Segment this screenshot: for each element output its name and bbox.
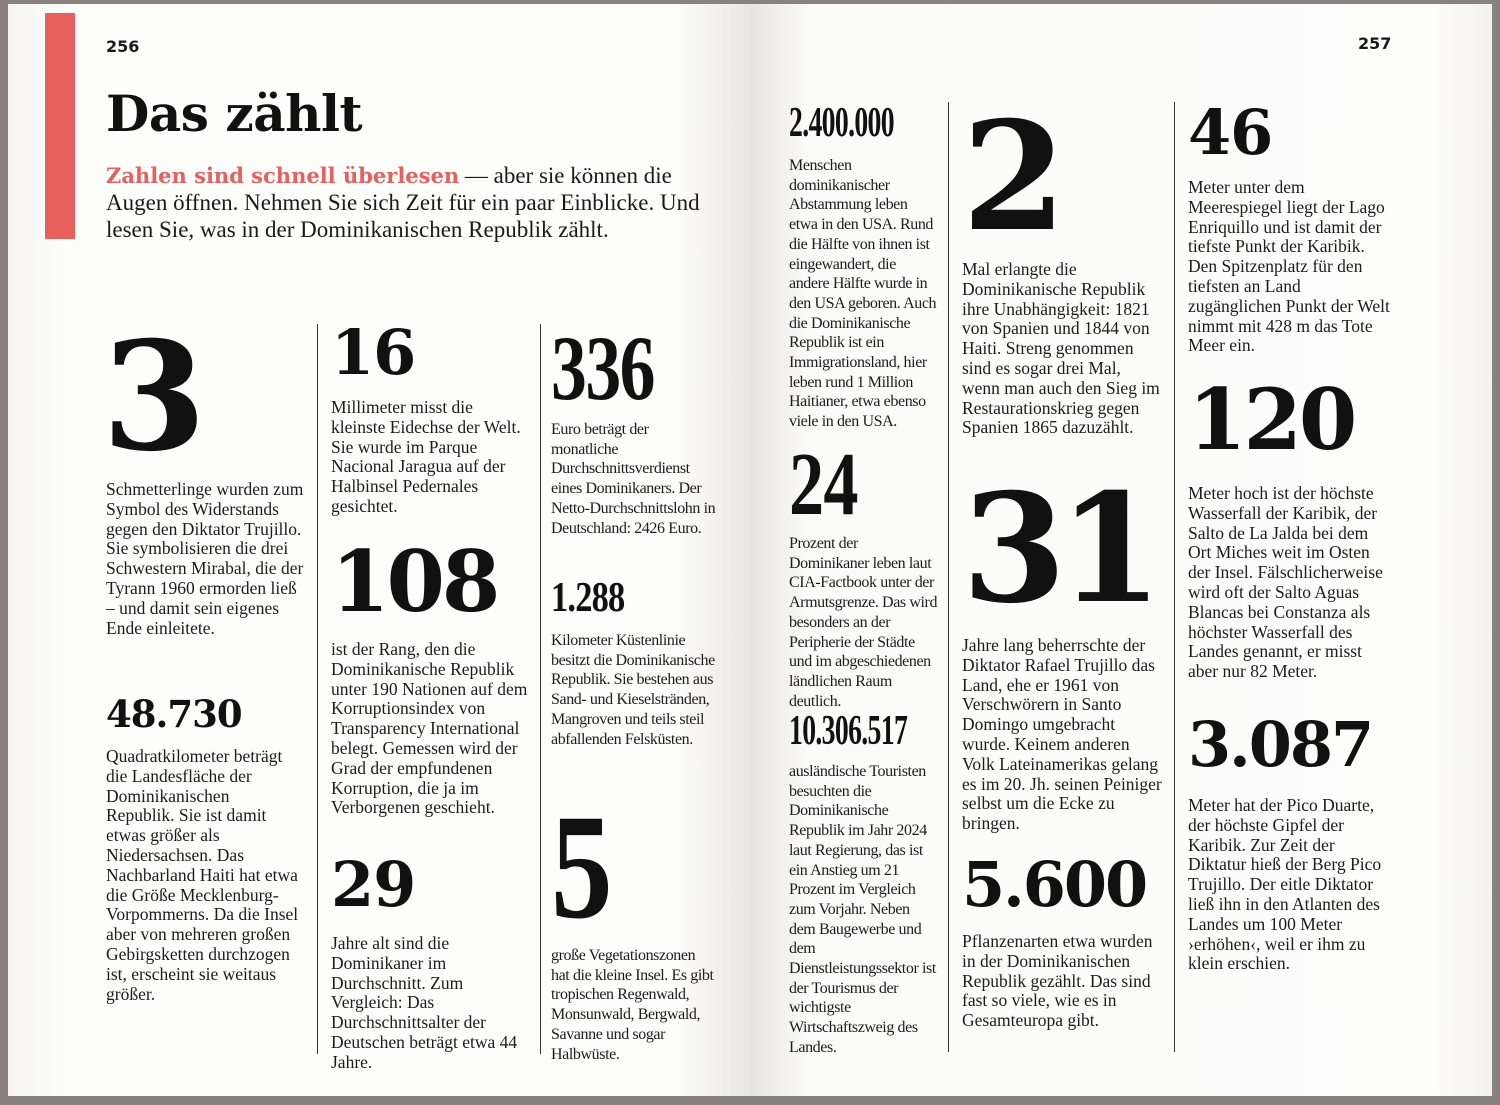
fact-120 [1188, 370, 1393, 682]
fact-29 [331, 848, 531, 1073]
fact-text: große Vegetationszonen hat die kleine Insel. Es gibt tropischen Regenwald, Monsunwald, Bergwald, Savanne und sogar Halbwüste. [551, 947, 714, 1063]
fact-24 [789, 435, 939, 711]
column-rule [317, 324, 318, 1054]
fact-text: Euro beträgt der monatliche Durchschnittsverdienst eines Dominikaners. Der Netto-Durchschnittslohn in Deutschland: 2426 Euro. [551, 421, 716, 537]
fact-number: 2 [962, 89, 1063, 265]
fact-number: 3.087 [1188, 708, 1373, 781]
column-rule [948, 102, 949, 1052]
fact-48730 [106, 692, 301, 1004]
fact-text: Meter hat der Pico Duarte, der höchste Gipfel der Karibik. Zur Zeit der Diktatur hieß der Berg Pico Trujillo. Der eitle Diktator ließ ihn in den Atlanten des Landes um 100 Meter ›erhöhen‹, weil er ihm zu klein erschien. [1188, 795, 1382, 974]
fact-number: 5 [551, 784, 612, 950]
intro-lead: Zahlen sind schnell überlesen [106, 163, 460, 188]
column-rule [540, 324, 541, 1054]
fact-text: Quadratkilometer beträgt die Landesfläche der Dominikanischen Republik. Sie ist damit etwas größer als Niedersachsen. Das Nachbarland Haiti hat etwa die Größe Mecklenburg-Vorpommerns. Da die Insel aber von mehreren großen Gebirgsketten durchzogen ist, erscheint sie weitaus größer. [106, 746, 299, 1004]
fact-number: 108 [331, 532, 498, 631]
fact-336 [551, 317, 716, 538]
fact-text: Prozent der Dominikaner leben laut CIA-Factbook unter der Armutsgrenze. Das wird besonders an der Peripherie der Städte und im abgeschiedenen ländlichen Raum deutlich. [789, 535, 938, 710]
page-number-right: 257 [1358, 34, 1392, 53]
fact-number: 2.400.000 [789, 100, 894, 146]
column-rule [1174, 102, 1175, 1052]
fact-text: Pflanzenarten etwa wurden in der Dominikanischen Republik gezählt. Das sind fast so viele, wie es in Gesamteuropa gibt. [962, 931, 1153, 1031]
fact-text: Meter hoch ist der höchste Wasserfall der Karibik, der Salto de La Jalda bei dem Ort Miches weit im Osten der Insel. Fälschlicherweise wird oft der Salto Aguas Blancas bei Constanza als höchster Wasserfall des Landes genannt, er misst aber nur 82 Meter. [1188, 483, 1383, 682]
page-number-left: 256 [106, 37, 140, 56]
fact-16 [331, 316, 531, 517]
fact-text: Millimeter misst die kleinste Eidechse der Welt. Sie wurde im Parque Nacional Jaragua auf der Halbinsel Pedernales gesichtet. [331, 397, 521, 516]
fact-text: Schmetterlinge wurden zum Symbol des Widerstands gegen den Diktator Trujillo. Sie symbolisieren die drei Schwestern Mirabal, die der Tyrann 1960 ermorden ließ – und damit sein eigenes Ende einleitete. [106, 479, 304, 638]
fact-number: 336 [551, 317, 654, 419]
fact-2 [962, 89, 1162, 438]
fact-3087 [1188, 708, 1393, 974]
right-page [750, 4, 1492, 1096]
fact-text: Menschen dominikanischer Abstammung leben etwa in den USA. Rund die Hälfte von ihnen ist eingewandert, die andere Hälfte wurde in den USA geboren. Auch die Dominikanische Republik ist ein Immigrationsland, hier leben rund 1 Million Haitianer, etwa ebenso viele in den USA. [789, 157, 937, 431]
fact-number: 29 [331, 848, 416, 921]
intro-rest: — aber sie können die Augen öffnen. Nehmen Sie sich Zeit für ein paar Einblicke. Und lesen Sie, was in der Dominikanischen Republik zählt. [106, 163, 700, 242]
red-accent-bar [45, 13, 75, 239]
left-page [8, 4, 750, 1096]
fact-number: 120 [1188, 370, 1355, 469]
fact-number: 46 [1188, 96, 1273, 169]
fact-5 [551, 784, 716, 1064]
fact-number: 48.730 [106, 692, 242, 736]
intro-paragraph [106, 162, 716, 243]
fact-5600 [962, 848, 1162, 1031]
fact-text: Jahre lang beherrschte der Diktator Rafael Trujillo das Land, ehe er 1961 von Verschwörern in Santo Domingo umgebracht wurde. Keinem anderen Volk Lateinamerikas gelang es im 20. Jh. seinen Peiniger selbst um die Ecke zu bringen. [962, 635, 1162, 834]
fact-10306517 [789, 710, 968, 1058]
fact-31 [962, 461, 1162, 834]
fact-1288 [551, 577, 716, 749]
fact-text: Kilometer Küstenlinie besitzt die Dominikanische Republik. Sie bestehen aus Sand- und Kieselstränden, Mangroven und teils steil abfallenden Felsküsten. [551, 632, 715, 748]
fact-number: 31 [962, 461, 1155, 637]
fact-number: 5.600 [962, 848, 1147, 921]
fact-text: Meter unter dem Meerespiegel liegt der Lago Enriquillo und ist damit der tiefste Punkt der Karibik. Den Spitzenplatz für den tiefsten an Land zugänglichen Punkt der Welt nimmt mit 428 m das Tote Meer ein. [1188, 177, 1390, 356]
fact-number: 24 [789, 435, 858, 534]
fact-text: Mal erlangte die Dominikanische Republik ihre Unabhängigkeit: 1821 von Spanien und 1844 von Haiti. Streng genommen sind es sogar drei Mal, wenn man auch den Sieg im Restaurationskrieg gegen Spanien 1865 dazuzählt. [962, 259, 1160, 438]
fact-108 [331, 532, 531, 818]
fact-number: 10.306.517 [789, 708, 908, 754]
fact-46 [1188, 96, 1393, 356]
page-title: Das zählt [106, 84, 363, 143]
fact-text: ausländische Touristen besuchten die Dominikanische Republik im Jahr 2024 laut Regierung, das ist ein Anstieg um 21 Prozent im Vergleich zum Vorjahr. Neben dem Baugewerbe und dem Dienstleistungssektor ist der Tourismus der wichtigste Wirtschaftszweig des Landes. [789, 763, 936, 1056]
fact-text: ist der Rang, den die Dominikanische Republik unter 190 Nationen auf dem Korruptionsindex von Transparency International belegt. Gemessen wird der Grad der empfundenen Korruption, die ja im Verborgenen geschieht. [331, 639, 528, 818]
fact-3 [102, 309, 306, 638]
fact-number: 1.288 [551, 575, 625, 621]
fact-number: 16 [331, 316, 416, 389]
fact-text: Jahre alt sind die Dominikaner im Durchschnitt. Zum Vergleich: Das Durchschnittsalter der Deutschen beträgt etwa 44 Jahre. [331, 933, 518, 1072]
fact-number: 3 [102, 309, 203, 485]
fact-2400000 [789, 102, 948, 432]
